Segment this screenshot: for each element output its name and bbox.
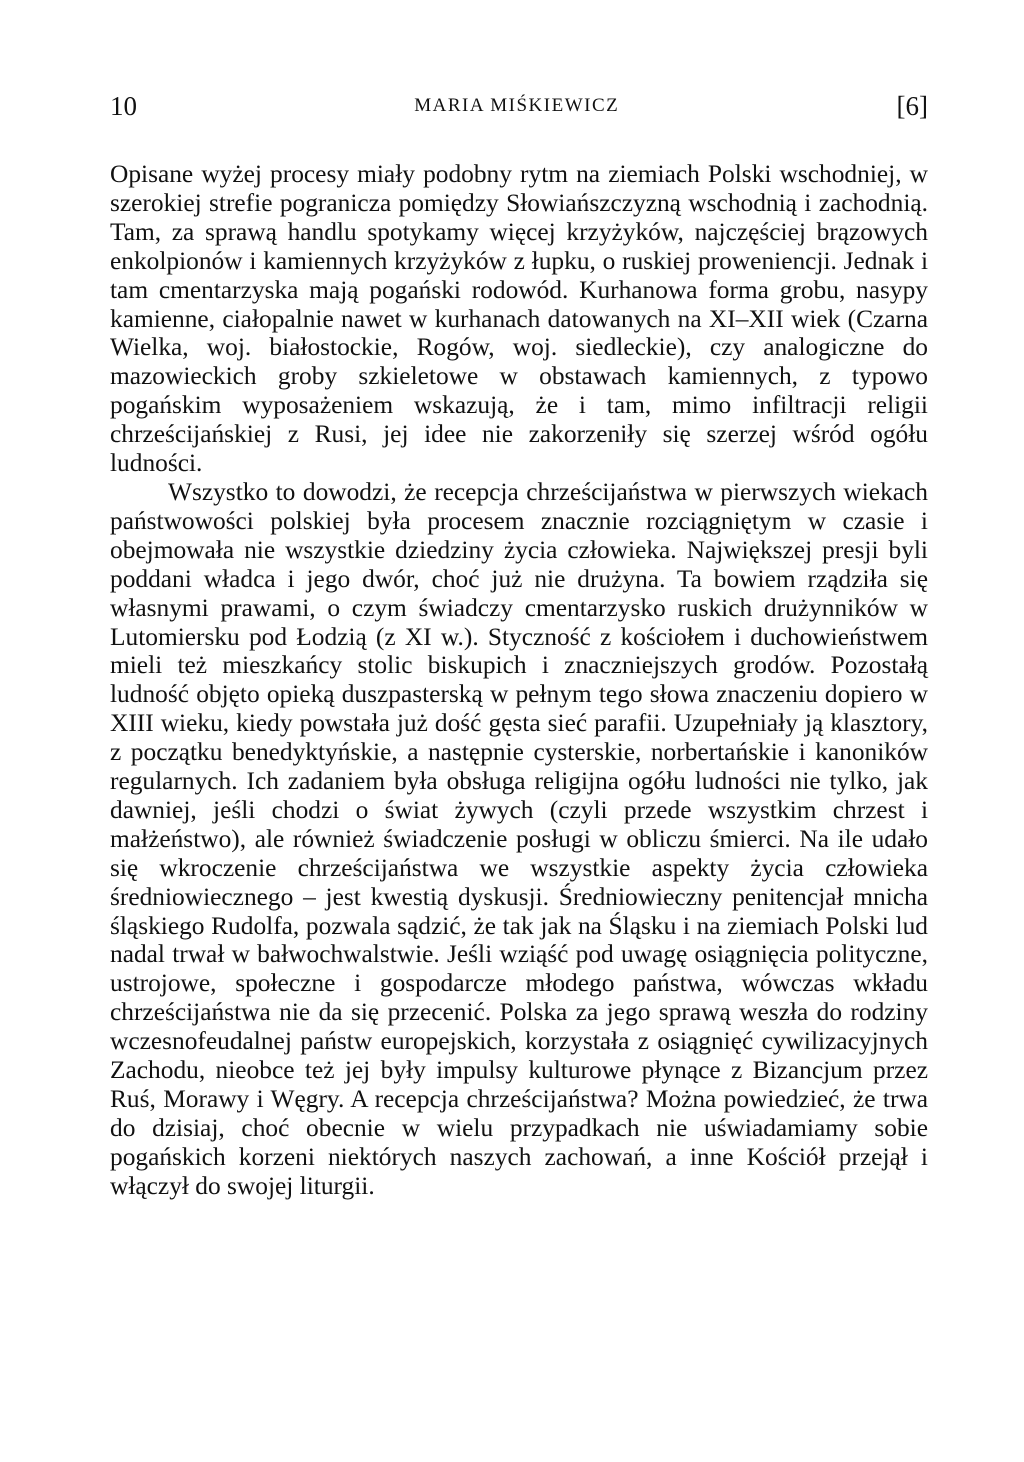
page-number: 10	[110, 90, 137, 121]
paragraph-2: Wszystko to dowodzi, że recepcja chrześcijaństwa w pierwszych wiekach państwowości polskiej była procesem znacznie rozciągniętym w czasie i obejmowała nie wszystkie dziedziny życia człowieka. Największej presji byli poddani władca i jego dwór, choć już nie drużyna. Ta bowiem rządziła się własnymi prawami, o czym świadczy cmentarzysko ruskich drużynników w Lutomiersku pod Łodzią (z XI w.). Styczność z kościołem i duchowieństwem mieli też mieszkańcy stolic biskupich i znaczniejszych grodów. Pozostałą ludność objęto opieką duszpasterską w pełnym tego słowa znaczeniu dopiero w XIII wieku, kiedy powstała już dość gęsta sieć parafii. Uzupełniały ją klasztory, z początku benedyktyńskie, a następnie cysterskie, norbertańskie i kanoników regularnych. Ich zadaniem była obsługa religijna ogółu ludności nie tylko, jak dawniej, jeśli chodzi o świat żywych (czyli przede wszystkim chrzest i małżeństwo), ale również świadczenie posługi w obliczu śmierci. Na ile udało się wkroczenie chrześcijaństwa we wszystkie aspekty życia człowieka średniowiecznego – jest kwestią dyskusji. Średniowieczny penitencjał mnicha śląskiego Rudolfa, pozwala sądzić, że tak jak na Śląsku i na ziemiach Polski lud nadal trwał w bałwochwalstwie. Jeśli wziąść pod uwagę osiągnięcia polityczne, ustrojowe, społeczne i gospodarcze młodego państwa, wówczas wkładu chrześcijaństwa nie da się przecenić. Polska za jego sprawą weszła do rodziny wczesnofeudalnej państw europejskich, korzystała z osiągnięć cywilizacyjnych Zachodu, nieobce też jej były impulsy kulturowe płynące z Bizancjum przez Ruś, Morawy i Węgry. A recepcja chrześcijaństwa? Można powiedzieć, że trwa do dzisiaj, choć obecnie w wielu przypadkach nie uświadamiamy sobie pogańskich korzeni niektórych naszych zachowań, a inne Kościół przejął i włączył do swojej liturgii.	[110, 477, 928, 1200]
section-number: [6]	[896, 90, 928, 121]
page-header	[110, 86, 928, 126]
body-text	[110, 160, 928, 1201]
running-head: MARIA MIŚKIEWICZ	[414, 95, 620, 116]
paragraph-1: Opisane wyżej procesy miały podobny rytm na ziemiach Polski wschodniej, w szerokiej strefie pogranicza pomiędzy Słowiańszczyzną wschodnią i zachodnią. Tam, za sprawą handlu spotykamy więcej krzyżyków, najczęściej brązowych enkolpionów i kamiennych krzyżyków z łupku, o ruskiej proweniencji. Jednak i tam cmentarzyska mają pogański rodowód. Kurhanowa forma grobu, nasypy kamienne, ciałopalnie nawet w kurhanach datowanych na XI–XII wiek (Czarna Wielka, woj. białostockie, Rogów, woj. siedleckie), czy analogiczne do mazowieckich groby szkieletowe w obstawach kamiennych, z typowo pogańskim wyposażeniem wskazują, że i tam, mimo infiltracji religii chrześcijańskiej z Rusi, jej idee nie zakorzeniły się szerzej wśród ogółu ludności.	[110, 160, 928, 478]
